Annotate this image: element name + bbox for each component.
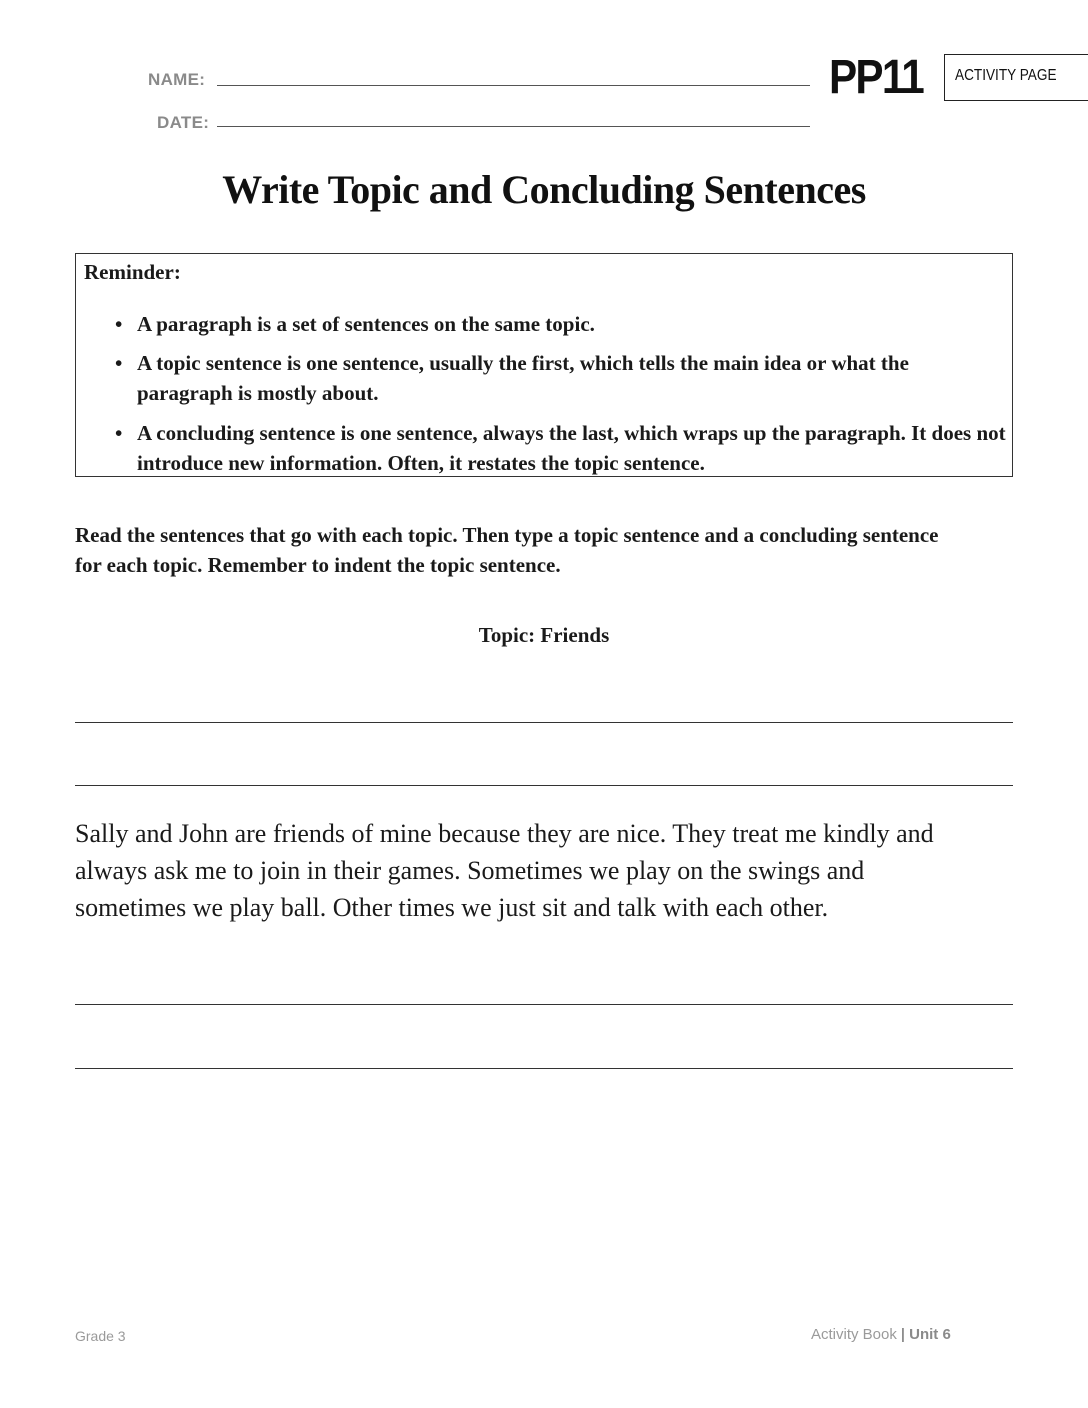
page-type-tag — [944, 54, 1088, 101]
reminder-box — [75, 253, 1013, 477]
footer-separator: | — [901, 1326, 905, 1343]
topic-sentence-line[interactable] — [75, 722, 1013, 723]
bullet-icon: • — [115, 421, 123, 445]
footer-book-unit — [811, 1326, 951, 1343]
book-label: Activity Book — [811, 1326, 897, 1343]
body-paragraph: Sally and John are friends of mine because they are nice. They treat me kindly and always ask me to join in their games. Sometimes we play on the swings and sometimes we play ball. Other times we just sit and talk with each other. — [75, 819, 934, 922]
reminder-bullet: • A topic sentence is one sentence, usually the first, which tells the main idea or what the paragraph is mostly about. — [137, 348, 1007, 408]
name-line[interactable] — [217, 85, 810, 86]
reminder-bullet: • A paragraph is a set of sentences on the same topic. — [137, 309, 1007, 339]
topic-heading: Topic: Friends — [478, 623, 610, 647]
concluding-sentence-line[interactable] — [75, 1068, 1013, 1069]
reminder-bullet: • A concluding sentence is one sentence, always the last, which wraps up the paragraph. It does not introduce new information. Often, it restates the topic sentence. — [137, 418, 1009, 478]
unit-label: Unit 6 — [909, 1326, 951, 1343]
page-code: PP11 — [829, 51, 923, 104]
date-label: DATE: — [157, 113, 210, 132]
instructions: Read the sentences that go with each topic. Then type a topic sentence and a concluding sentence for each topic. Remember to indent the topic sentence. — [75, 523, 939, 577]
page-title: Write Topic and Concluding Sentences — [222, 167, 866, 212]
date-line[interactable] — [217, 126, 810, 127]
topic-sentence-line[interactable] — [75, 785, 1013, 786]
bullet-icon: • — [115, 312, 123, 336]
page-type-label: ACTIVITY PAGE — [955, 67, 1057, 84]
concluding-sentence-line[interactable] — [75, 1004, 1013, 1005]
reminder-heading: Reminder: — [84, 260, 181, 284]
bullet-icon: • — [115, 351, 123, 375]
name-label: NAME: — [148, 70, 206, 89]
grade-label: Grade 3 — [75, 1328, 126, 1344]
